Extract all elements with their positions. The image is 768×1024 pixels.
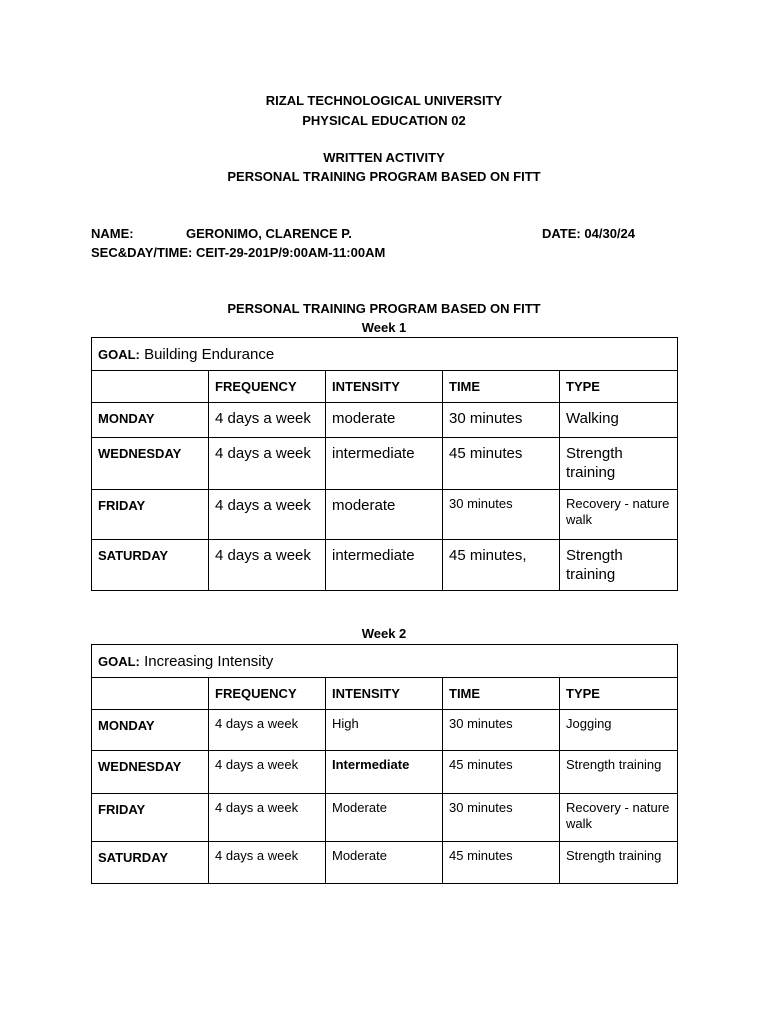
activity-label: WRITTEN ACTIVITY: [323, 150, 445, 165]
time-cell: 45 minutes,: [443, 540, 560, 591]
column-header-type: TYPE: [560, 371, 678, 403]
week-1-label: Week 1: [361, 320, 407, 335]
column-header-intensity: INTENSITY: [326, 371, 443, 403]
frequency-cell: 4 days a week: [209, 794, 326, 842]
goal-text: Increasing Intensity: [144, 652, 274, 670]
week-1-table: [91, 337, 678, 591]
column-header-row: [92, 371, 678, 403]
table-row: [92, 540, 678, 591]
column-header-frequency: FREQUENCY: [209, 371, 326, 403]
intensity-cell: High: [326, 710, 443, 751]
goal-text: Building Endurance: [144, 345, 275, 363]
day-cell: FRIDAY: [92, 794, 209, 842]
time-cell: 30 minutes: [443, 490, 560, 540]
table-row: [92, 490, 678, 540]
time-cell: 30 minutes: [443, 710, 560, 751]
type-cell: Recovery - nature walk: [560, 490, 678, 540]
intensity-cell: intermediate: [326, 540, 443, 591]
frequency-cell: 4 days a week: [209, 540, 326, 591]
goal-cell: [92, 338, 678, 371]
intensity-cell: Intermediate: [326, 751, 443, 794]
day-cell: FRIDAY: [92, 490, 209, 540]
type-cell: Recovery - nature walk: [560, 794, 678, 842]
time-cell: 45 minutes: [443, 438, 560, 490]
day-cell: WEDNESDAY: [92, 751, 209, 794]
time-cell: 45 minutes: [443, 842, 560, 884]
table-row: [92, 842, 678, 884]
frequency-cell: 4 days a week: [209, 403, 326, 438]
table-row: [92, 403, 678, 438]
type-cell: Strength training: [560, 540, 678, 591]
column-header-intensity: INTENSITY: [326, 678, 443, 710]
time-cell: 30 minutes: [443, 403, 560, 438]
type-cell: Jogging: [560, 710, 678, 751]
type-cell: Strength training: [560, 751, 678, 794]
type-cell: Strength training: [560, 438, 678, 490]
column-header-row: [92, 678, 678, 710]
column-header-day: [92, 678, 209, 710]
intensity-cell: Moderate: [326, 842, 443, 884]
table-row: [92, 751, 678, 794]
name-value: GERONIMO, CLARENCE P.: [186, 226, 352, 241]
day-cell: MONDAY: [92, 710, 209, 751]
date-label: DATE:: [542, 226, 581, 241]
type-cell: Strength training: [560, 842, 678, 884]
section-field: [91, 245, 385, 260]
intensity-cell: moderate: [326, 403, 443, 438]
intensity-cell: Moderate: [326, 794, 443, 842]
column-header-frequency: FREQUENCY: [209, 678, 326, 710]
time-cell: 30 minutes: [443, 794, 560, 842]
day-cell: WEDNESDAY: [92, 438, 209, 490]
frequency-cell: 4 days a week: [209, 842, 326, 884]
column-header-time: TIME: [443, 678, 560, 710]
week-2-label: Week 2: [361, 626, 407, 641]
section-label: SEC&DAY/TIME:: [91, 245, 193, 260]
column-header-time: TIME: [443, 371, 560, 403]
column-header-day: [92, 371, 209, 403]
table-row: [92, 710, 678, 751]
name-label: NAME:: [91, 226, 134, 241]
course-name: PHYSICAL EDUCATION 02: [302, 113, 466, 128]
table-row: [92, 794, 678, 842]
frequency-cell: 4 days a week: [209, 438, 326, 490]
type-cell: Walking: [560, 403, 678, 438]
intensity-cell: moderate: [326, 490, 443, 540]
day-cell: MONDAY: [92, 403, 209, 438]
university-name: RIZAL TECHNOLOGICAL UNIVERSITY: [265, 93, 503, 108]
program-title: PERSONAL TRAINING PROGRAM BASED ON FITT: [227, 301, 541, 316]
goal-label: GOAL:: [98, 346, 140, 362]
frequency-cell: 4 days a week: [209, 751, 326, 794]
goal-row: [92, 338, 678, 371]
date-field: [542, 226, 635, 241]
week-2-table: [91, 644, 678, 884]
date-value: 04/30/24: [584, 226, 635, 241]
time-cell: 45 minutes: [443, 751, 560, 794]
day-cell: SATURDAY: [92, 540, 209, 591]
intensity-cell: intermediate: [326, 438, 443, 490]
document-title: PERSONAL TRAINING PROGRAM BASED ON FITT: [227, 169, 541, 184]
day-cell: SATURDAY: [92, 842, 209, 884]
goal-label: GOAL:: [98, 653, 140, 669]
column-header-type: TYPE: [560, 678, 678, 710]
frequency-cell: 4 days a week: [209, 490, 326, 540]
section-value: CEIT-29-201P/9:00AM-11:00AM: [196, 245, 386, 260]
table-row: [92, 438, 678, 490]
frequency-cell: 4 days a week: [209, 710, 326, 751]
goal-cell: [92, 645, 678, 678]
goal-row: [92, 645, 678, 678]
